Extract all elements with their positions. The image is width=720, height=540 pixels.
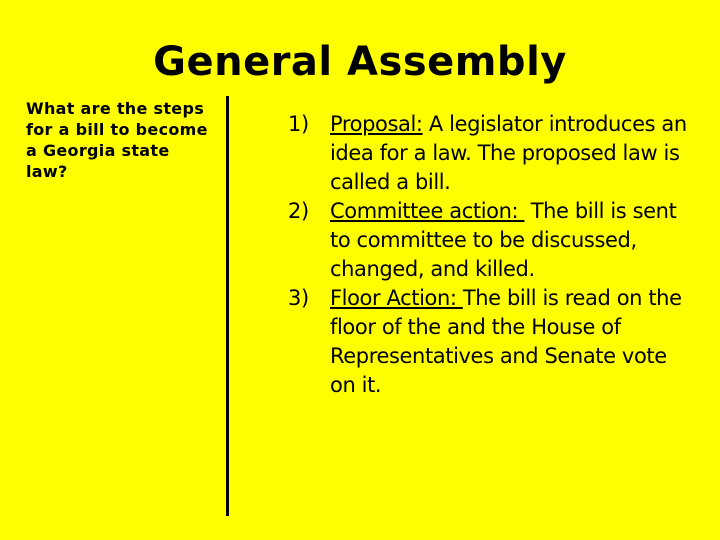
- step-label: Proposal:: [330, 112, 423, 136]
- slide-title: General Assembly: [153, 39, 567, 85]
- step-item: [288, 284, 698, 400]
- step-item: [288, 197, 698, 284]
- steps-list: [288, 110, 698, 400]
- step-number: 3): [288, 286, 309, 310]
- step-text: The bill is sent to committee to be discussed, changed, and killed.: [330, 199, 677, 281]
- step-text: The bill is read on the floor of the and the House of Representatives and Senate vote on it.: [330, 286, 682, 397]
- step-item: [288, 110, 698, 197]
- step-number: 1): [288, 112, 309, 136]
- step-label: Committee action:: [330, 199, 525, 223]
- step-label: Floor Action:: [330, 286, 463, 310]
- step-number: 2): [288, 199, 309, 223]
- vertical-divider: [226, 96, 229, 516]
- question-text: What are the steps for a bill to become a Georgia state law?: [26, 99, 208, 181]
- step-text: A legislator introduces an idea for a law. The proposed law is called a bill.: [330, 112, 687, 194]
